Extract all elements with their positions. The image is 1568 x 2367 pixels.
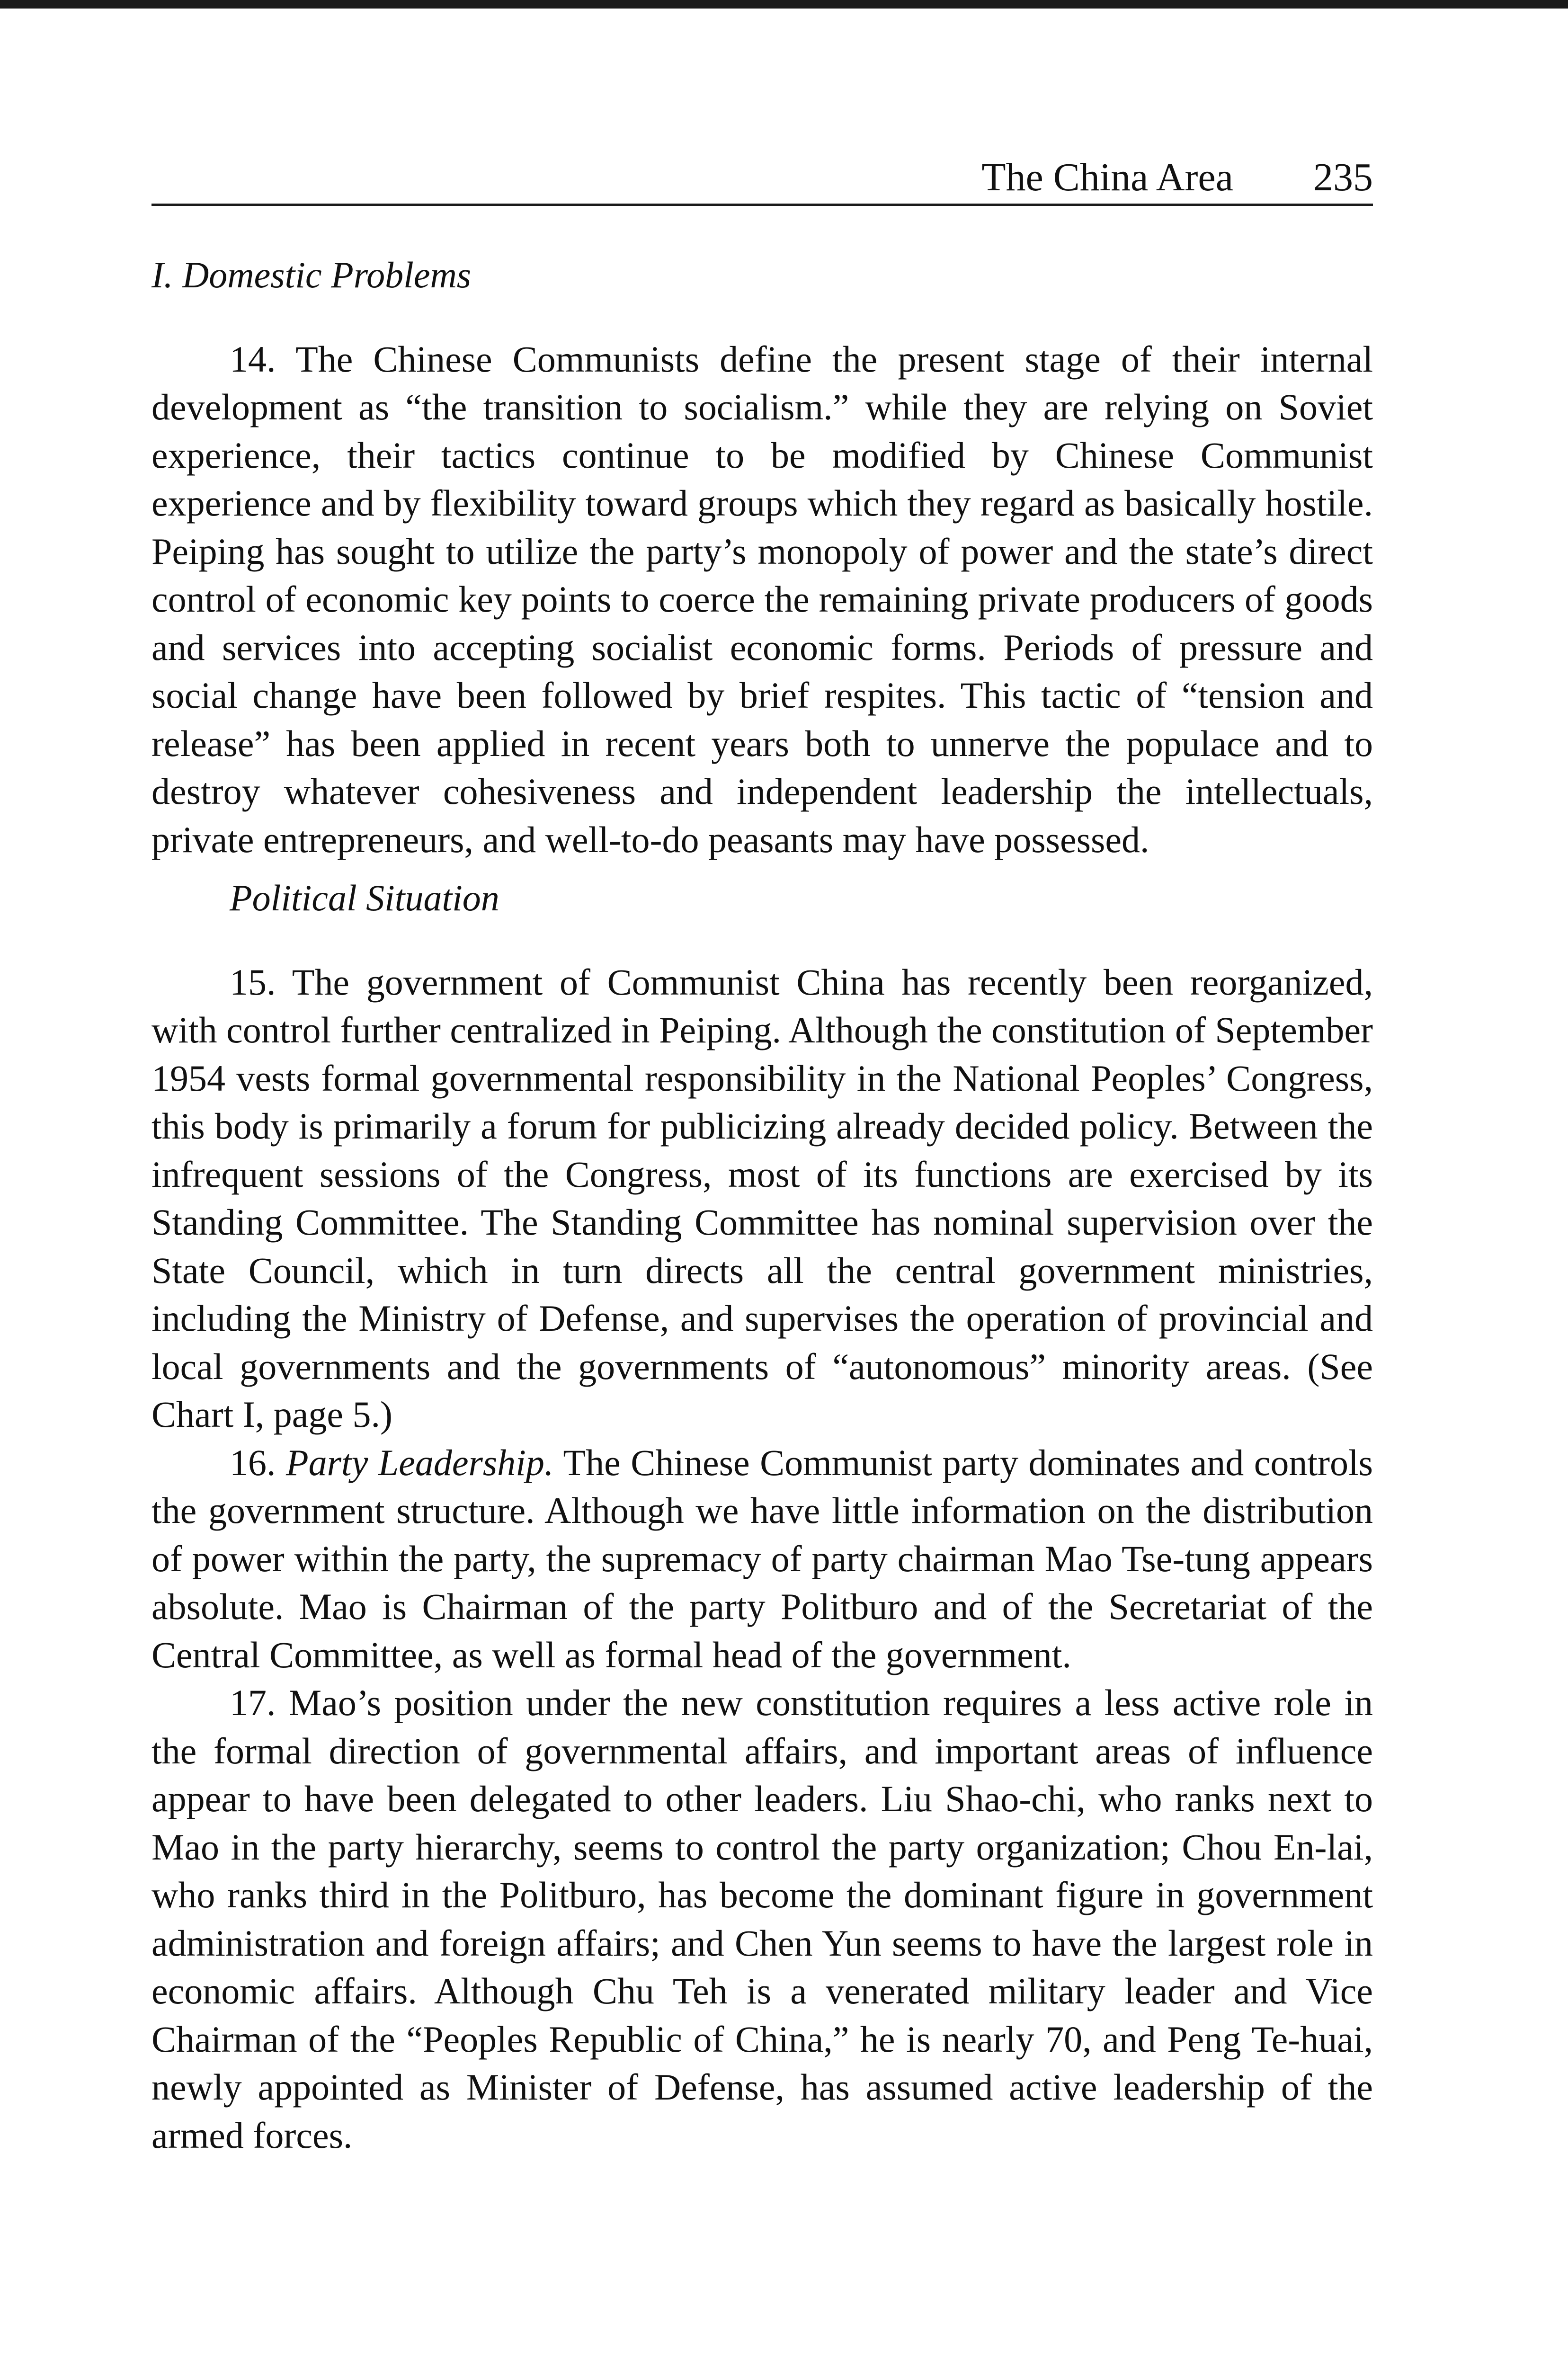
- paragraph-lead-heading: Party Leadership.: [286, 1442, 554, 1483]
- section-heading: I. Domestic Problems: [151, 254, 472, 295]
- paragraph-text: The government of Communist China has recently been reorganized, with control further centralized in Peiping. Although the constitution of September 1954 vests formal governmental responsibility in the National Peoples’ Congress, this body is primarily a forum for publicizing already decided policy. Between the infrequent sessions of the Congress, most of its functions are exercised by its Standing Committee. The Standing Committee has nominal supervision over the State Council, which in turn directs all the central government ministries, including the Ministry of Defense, and supervises the operation of provincial and local governments and the governments of “autonomous” minority areas. (See Chart I, page 5.): [151, 961, 1373, 1435]
- running-head: [151, 151, 1373, 206]
- running-head-title: The China Area: [981, 155, 1233, 199]
- paragraph-15: [151, 958, 1373, 1439]
- paragraph-14: [151, 335, 1373, 864]
- paragraph-17: [151, 1679, 1373, 2159]
- paragraph-16: [151, 1439, 1373, 1679]
- paragraph-number: 17.: [230, 1682, 276, 1723]
- page-top-border: [0, 0, 1568, 9]
- document-body: [151, 251, 1373, 2159]
- paragraph-text: Mao’s position under the new constitution requires a less active role in the formal direction of governmental affairs, and important areas of influence appear to have been delegated to other leaders. Liu Shao-chi, who ranks next to Mao in the party hierarchy, seems to control the party organization; Chou En-lai, who ranks third in the Politburo, has become the dominant figure in government administration and foreign affairs; and Chen Yun seems to have the largest role in economic affairs. Although Chu Teh is a venerated military leader and Vice Chairman of the “Peoples Republic of China,” he is nearly 70, and Peng Te-huai, newly appointed as Minister of Defense, has assumed active leadership of the armed forces.: [151, 1682, 1373, 2156]
- paragraph-number: 14.: [230, 338, 276, 380]
- subheading-political-situation: Political Situation: [230, 877, 499, 918]
- page-number: 235: [1313, 155, 1373, 199]
- paragraph-number: 16.: [230, 1442, 276, 1483]
- paragraph-text: The Chinese Communists define the present stage of their internal development as “the transition to socialism.” while they are relying on Soviet experience, their tactics continue to be modified by Chinese Communist experience and by flexibility toward groups which they regard as basically hostile. Peiping has sought to utilize the party’s monopoly of power and the state’s direct control of economic key points to coerce the remaining private producers of goods and services into accepting socialist economic forms. Periods of pressure and social change have been followed by brief respites. This tactic of “tension and release” has been applied in recent years both to unnerve the populace and to destroy whatever cohesiveness and independent leadership the intellectuals, private entrepreneurs, and well-to-do peasants may have possessed.: [151, 338, 1373, 860]
- paragraph-text: The Chinese Communist party dominates and controls the government structure. Although we have little information on the distribution of power within the party, the supremacy of party chairman Mao Tse-tung appears absolute. Mao is Chairman of the party Politburo and of the Secretariat of the Central Committee, as well as formal head of the government.: [151, 1442, 1373, 1675]
- paragraph-number: 15.: [230, 961, 276, 1003]
